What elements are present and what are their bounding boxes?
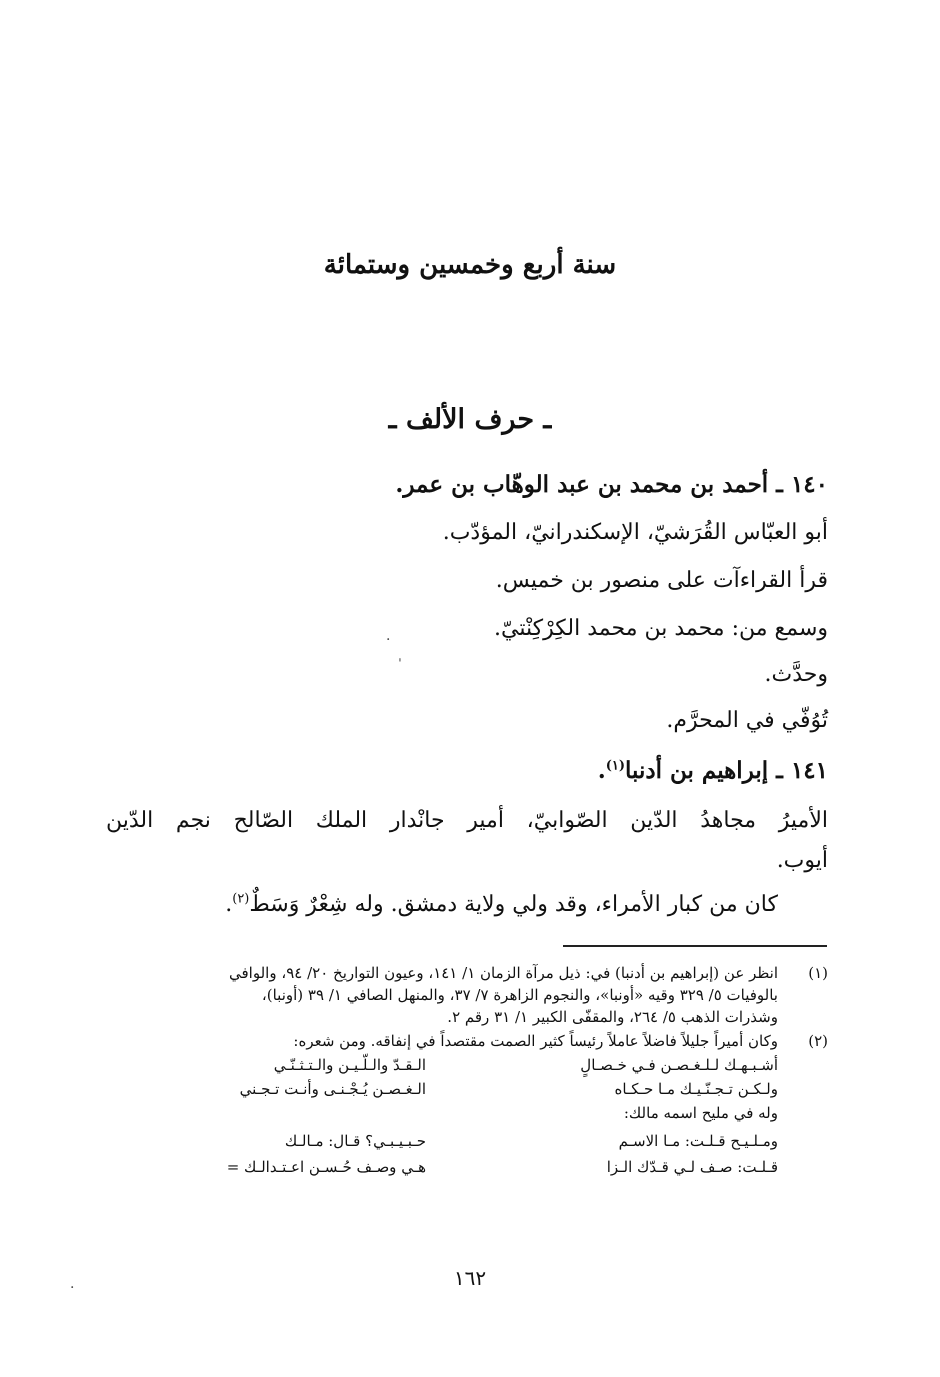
verse-hemistich: الـغـصـن يُـجْـنـى وأنـت تـجـني <box>239 1080 426 1098</box>
verse-hemistich: قـلـت: صـف لـي قـدّك الـزا <box>606 1158 778 1176</box>
entry-140-line: أبو العبّاس القُرَشيّ، الإسكندرانيّ، المؤدّب. <box>442 520 828 545</box>
scan-speck: · <box>386 632 391 648</box>
footnote-divider <box>563 945 827 947</box>
verse-hemistich: هـي وصـف حُـسـن اعـتـدالـك = <box>226 1158 426 1176</box>
entry-141-heading-end: . <box>597 757 606 784</box>
scan-speck: · <box>70 1280 75 1296</box>
verse-hemistich: ومـلـيـح قـلـت: مـا الاسـم <box>618 1132 778 1150</box>
footnote-number: (٢) <box>808 1032 828 1050</box>
entry-140-line: وحدَّث. <box>764 662 828 687</box>
entry-141-heading <box>598 756 828 786</box>
entry-141-line <box>225 890 778 920</box>
entry-141-heading-text: ١٤١ ـ إبراهيم بن أدنبا <box>625 757 828 784</box>
verse-hemistich: ولـكـن تـجـنّـيـك مـا حـكـاه <box>614 1080 778 1098</box>
entry-141-line-end: . <box>225 892 233 917</box>
footnote-ref-1: (١) <box>605 758 626 774</box>
footnote-line: وله في مليح اسمه مالك: <box>623 1104 778 1122</box>
scan-speck: ˌ <box>398 648 402 664</box>
entry-140-heading: ١٤٠ ـ أحمد بن محمد بن عبد الوهّاب بن عمر. <box>395 471 828 498</box>
letter-heading: ـ حرف الألف ـ <box>388 404 552 435</box>
entry-141-line: الأميرُ مجاهدُ الدّين الصّوابيّ، أمير جانْدار الملك الصّالح نجم الدّين <box>106 808 828 833</box>
verse-hemistich: أشـبـهـك لـلـغـصـن فـي خـصـالٍ <box>580 1056 778 1074</box>
section-title: سنة أربع وخمسين وستمائة <box>323 250 617 280</box>
entry-140-line: تُوُفّي في المحرَّم. <box>666 708 828 733</box>
verse-hemistich: الـقـدّ والـلّـيـن والـتـثـنّـي <box>273 1056 426 1074</box>
footnote-line: بالوفيات ٥/ ٣٢٩ وقيه «أونبا»، والنجوم الزاهرة ٧/ ٣٧، والمنهل الصافي ١/ ٣٩ (أونبا)، <box>261 986 778 1004</box>
page-number: ١٦٢ <box>453 1266 487 1290</box>
entry-140-line: قرأ القراءآت على منصور بن خميس. <box>495 568 828 593</box>
footnote-line: وشذرات الذهب ٥/ ٢٦٤، والمقفّى الكبير ١/ ٣١ رقم ٢. <box>447 1008 778 1026</box>
entry-140-line: وسمع من: محمد بن محمد الكِرْكِنْتيّ. <box>494 616 828 641</box>
entry-141-line-text: كان من كبار الأمراء، وقد ولي ولاية دمشق. وله شِعْرٌ وَسَطٌ <box>249 892 778 917</box>
entry-141-line: أيوب. <box>776 848 828 873</box>
footnote-line: انظر عن (إبراهيم بن أدنبا) في: ذيل مرآة الزمان ١/ ١٤١، وعيون التواريخ ٢٠/ ٩٤، والوافي <box>229 964 778 982</box>
verse-hemistich: حـبـيـبـي؟ قـال: مـالـك <box>284 1132 426 1150</box>
footnote-ref-2: (٢) <box>232 891 250 907</box>
footnote-number: (١) <box>808 964 828 982</box>
footnote-line: وكان أميراً جليلاً فاضلاً عاملاً رئيساً كثير الصمت مقتصداً في إنفاقه. ومن شعره: <box>293 1032 778 1050</box>
